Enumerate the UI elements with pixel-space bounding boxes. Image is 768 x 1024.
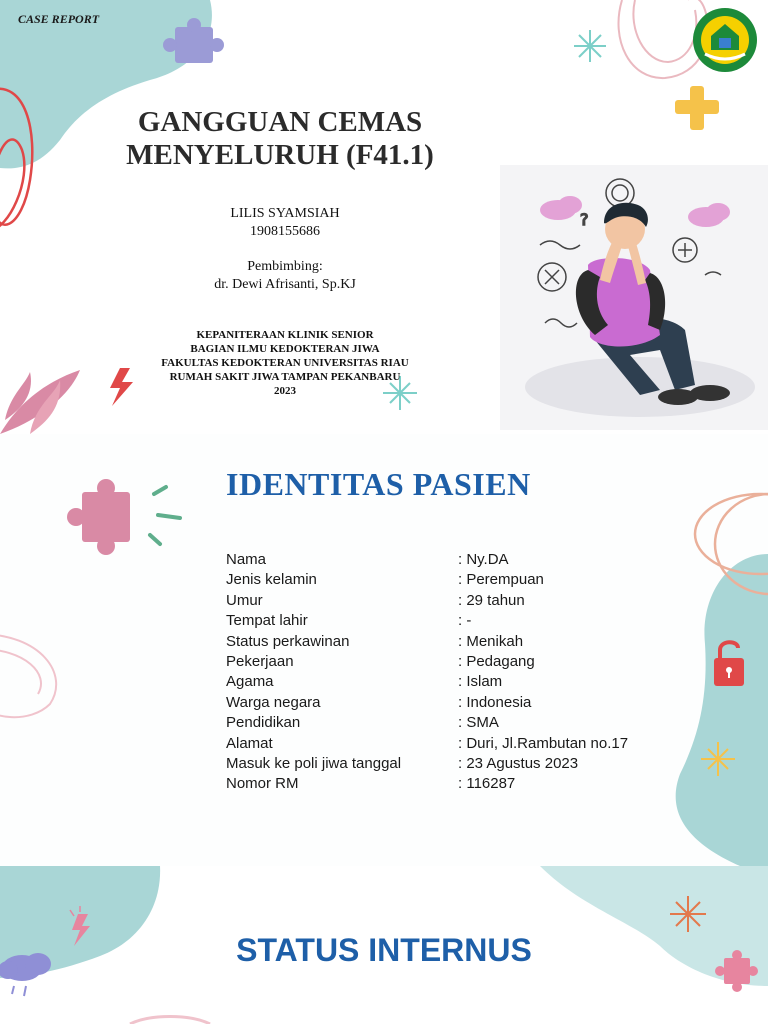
- identity-row: [226, 571, 628, 591]
- supervisor-label: Pembimbing:: [247, 259, 323, 274]
- row-value: : 116287: [458, 775, 516, 793]
- row-key: Warga negara: [226, 693, 321, 711]
- row-value: : -: [458, 612, 472, 630]
- institution-line: RUMAH SAKIT JIWA TAMPAN PEKANBARU: [169, 371, 401, 383]
- row-key: Nomor RM: [226, 775, 299, 793]
- row-value: : Perempuan: [458, 571, 544, 589]
- university-logo: [693, 8, 757, 72]
- leaf-decoration: [0, 370, 80, 434]
- identity-row: [226, 551, 628, 571]
- identity-table: [226, 551, 628, 796]
- institution-block: [120, 328, 450, 398]
- identity-row: [226, 633, 628, 653]
- row-value: : Ny.DA: [458, 551, 509, 568]
- identity-slide: [0, 434, 768, 866]
- svg-text:?: ?: [580, 210, 589, 229]
- row-value: : Menikah: [458, 632, 524, 650]
- supervisor-block: [140, 258, 430, 294]
- row-value: : Islam: [458, 673, 503, 691]
- row-key: Status perkawinan: [226, 632, 350, 650]
- row-value: : SMA: [458, 714, 499, 732]
- section-title: STATUS INTERNUS: [236, 932, 532, 968]
- row-key: Nama: [226, 551, 267, 568]
- row-key: Pekerjaan: [226, 652, 294, 670]
- identity-row: [226, 694, 628, 714]
- author-block: [140, 205, 430, 241]
- plus-icon: [675, 86, 719, 130]
- row-value: : 29 tahun: [458, 591, 525, 609]
- case-report-label: CASE REPORT: [18, 12, 100, 26]
- identity-row: [226, 653, 628, 673]
- identity-row: [226, 612, 628, 632]
- row-key: Jenis kelamin: [226, 571, 317, 589]
- teal-blob-right: [676, 554, 768, 866]
- dash-decoration: [150, 487, 180, 544]
- author-id: 1908155686: [250, 224, 320, 239]
- title-line-1: GANGGUAN CEMAS: [137, 106, 423, 138]
- row-value: : Duri, Jl.Rambutan no.17: [458, 734, 629, 752]
- row-key: Umur: [226, 591, 263, 609]
- anxious-person-illustration: [500, 165, 768, 430]
- page-title: [100, 106, 460, 172]
- puzzle-icon: [67, 479, 130, 555]
- status-slide: [0, 866, 768, 1024]
- identity-row: [226, 775, 628, 795]
- row-key: Alamat: [226, 734, 273, 752]
- identity-row: [226, 735, 628, 755]
- row-value: : 23 Agustus 2023: [458, 754, 579, 772]
- row-value: : Pedagang: [458, 652, 535, 670]
- pink-arc: [0, 634, 56, 717]
- institution-line: KEPANITERAAN KLINIK SENIOR: [196, 329, 374, 341]
- sparkle-icon: [574, 30, 606, 62]
- section-title: IDENTITAS PASIEN: [226, 466, 531, 502]
- row-key: Tempat lahir: [226, 612, 308, 630]
- title-slide: [0, 0, 768, 434]
- row-key: Masuk ke poli jiwa tanggal: [226, 754, 402, 772]
- row-key: Agama: [226, 673, 274, 691]
- institution-line: FAKULTAS KEDOKTERAN UNIVERSITAS RIAU: [161, 357, 409, 369]
- row-key: Pendidikan: [226, 714, 301, 732]
- institution-line: BAGIAN ILMU KEDOKTERAN JIWA: [190, 343, 380, 355]
- identity-row: [226, 592, 628, 612]
- identity-row: [226, 714, 628, 734]
- supervisor-name: dr. Dewi Afrisanti, Sp.KJ: [214, 277, 356, 292]
- identity-row: [226, 673, 628, 693]
- title-line-2: MENYELURUH (F41.1): [126, 139, 434, 171]
- identity-row: [226, 755, 628, 775]
- author-name: LILIS SYAMSIAH: [230, 206, 340, 221]
- row-value: : Indonesia: [458, 693, 532, 711]
- institution-line: 2023: [274, 385, 296, 397]
